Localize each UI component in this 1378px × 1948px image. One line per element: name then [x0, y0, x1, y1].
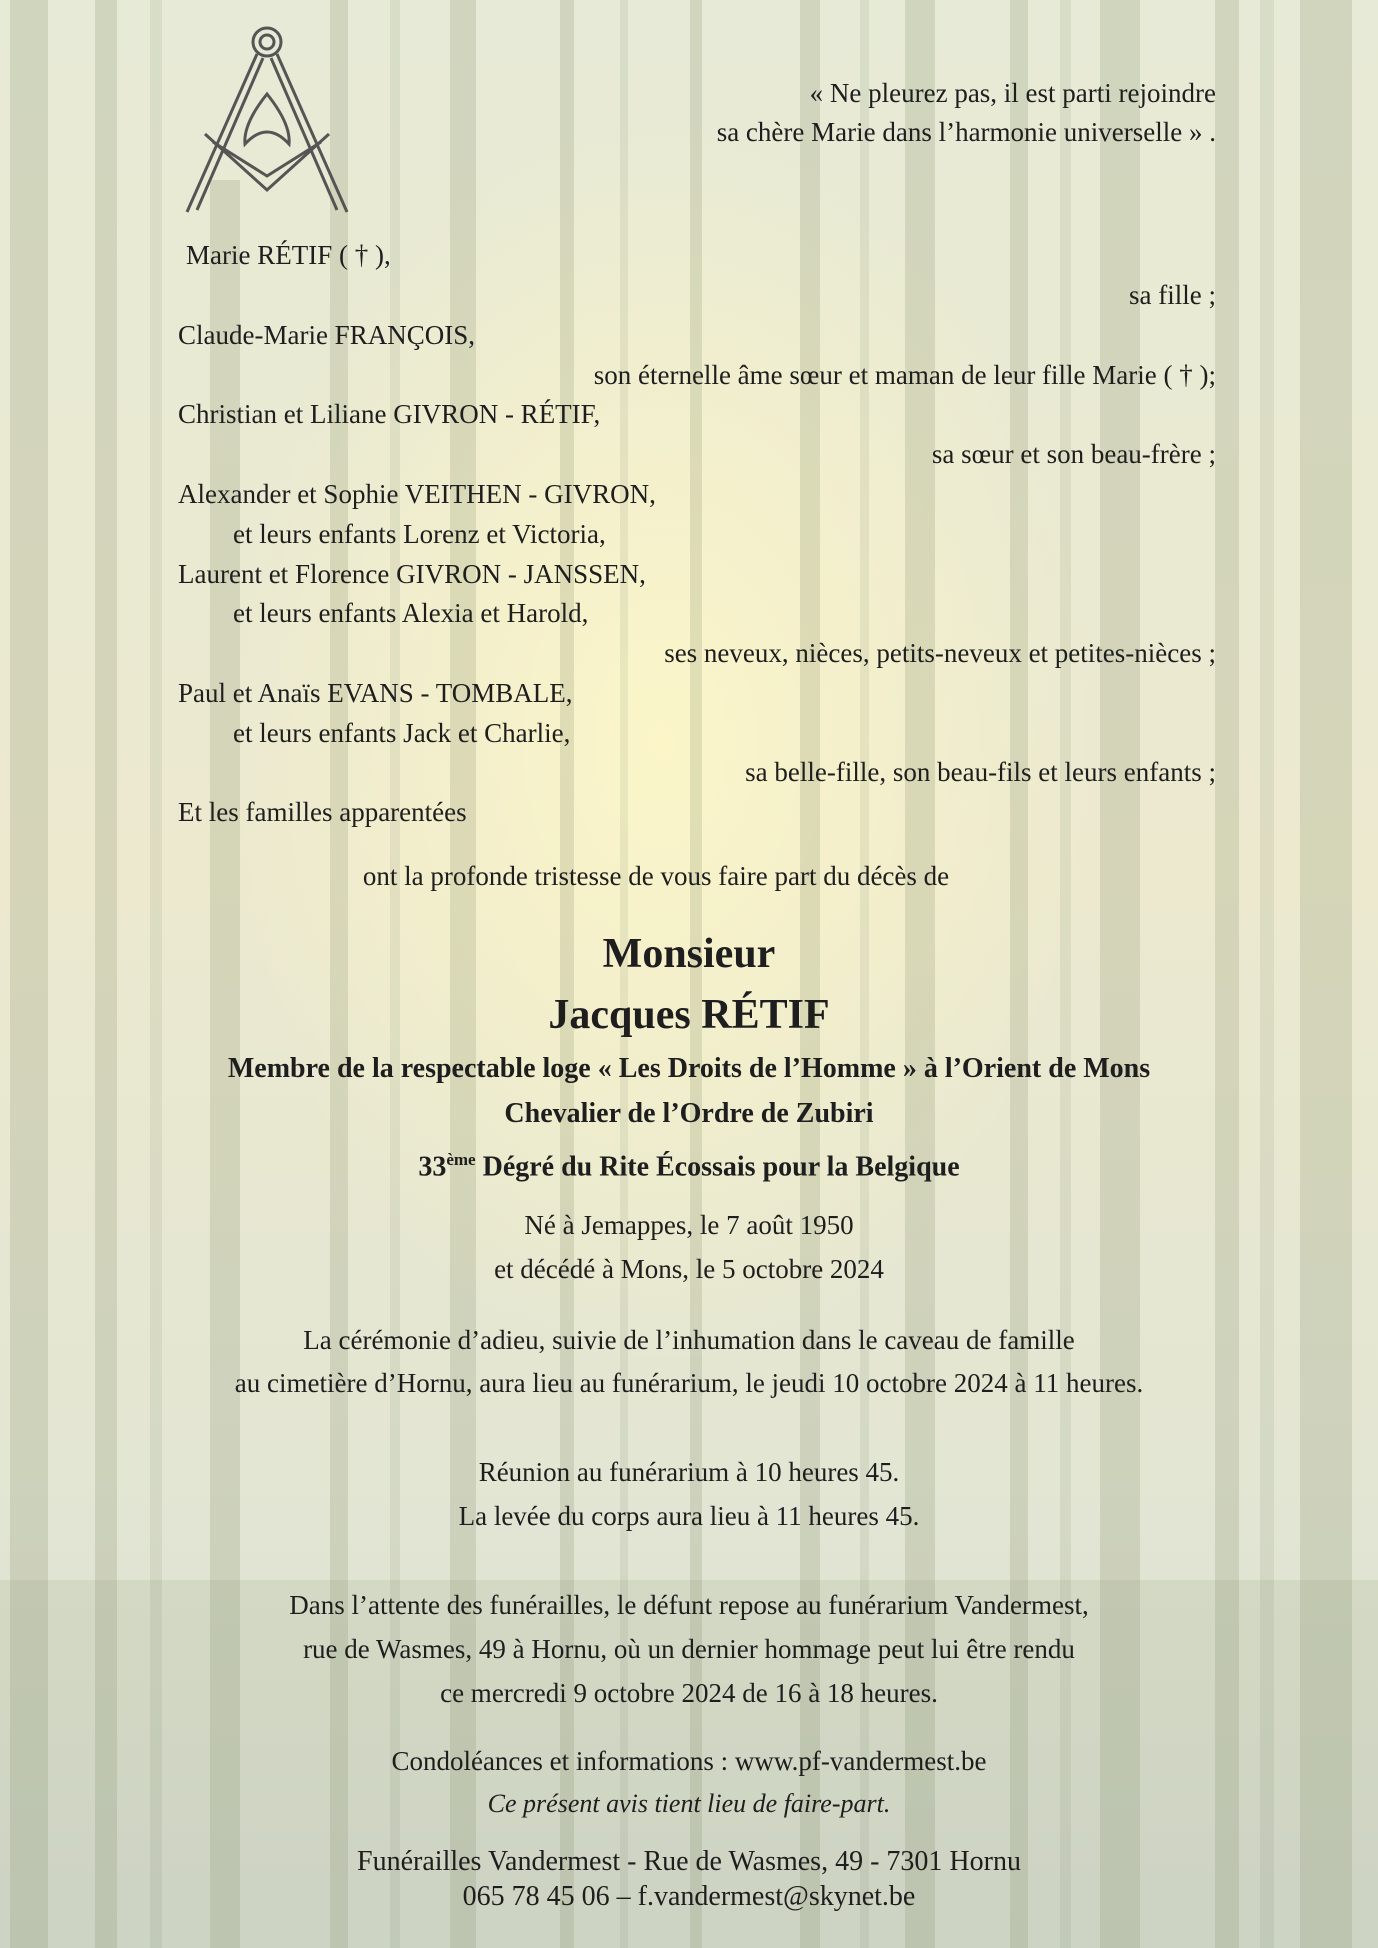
family-relation-5: ses neveux, nièces, petits-neveux et petites-nièces ; — [664, 638, 1216, 668]
visitation-line-1: Dans l’attente des funérailles, le défunt repose au funérarium Vandermest, — [289, 1590, 1089, 1620]
family-children-5: et leurs enfants Alexia et Harold, — [233, 598, 589, 628]
family-children-4: et leurs enfants Lorenz et Victoria, — [233, 519, 606, 549]
notice-line: Ce présent avis tient lieu de faire-part. — [487, 1789, 891, 1818]
ceremony-line-1: La cérémonie d’adieu, suivie de l’inhumation dans le caveau de famille — [303, 1325, 1075, 1355]
family-relation-2: son éternelle âme sœur et maman de leur fille Marie ( † ); — [593, 360, 1216, 390]
announcement: ont la profonde tristesse de vous faire part du décès de — [362, 861, 950, 891]
quote-line-2: sa chère Marie dans l’harmonie universelle » . — [716, 117, 1216, 147]
honor-degree — [0, 1143, 1378, 1184]
square-and-compass-icon — [183, 24, 351, 220]
family-children-6: et leurs enfants Jack et Charlie, — [233, 718, 571, 748]
family-relation-6: sa belle-fille, son beau-fils et leurs enfants ; — [745, 757, 1216, 787]
footer-address: Funérailles Vandermest - Rue de Wasmes, 49 - 7301 Hornu — [357, 1846, 1021, 1877]
born-line: Né à Jemappes, le 7 août 1950 — [524, 1210, 854, 1240]
family-name-6: Paul et Anaïs EVANS - TOMBALE, — [178, 678, 573, 708]
died-line: et décédé à Mons, le 5 octobre 2024 — [494, 1254, 884, 1284]
deceased-name: Jacques RÉTIF — [548, 992, 830, 1038]
meeting-line-1: Réunion au funérarium à 10 heures 45. — [478, 1457, 900, 1487]
deceased-title: Monsieur — [602, 931, 776, 977]
quote-line-1: « Ne pleurez pas, il est parti rejoindre — [809, 78, 1216, 108]
footer-contact: 065 78 45 06 – f.vandermest@skynet.be — [462, 1881, 916, 1912]
degree-text: Dégré du Rite Écossais pour la Belgique — [475, 1151, 960, 1183]
meeting-line-2: La levée du corps aura lieu à 11 heures 45. — [458, 1501, 920, 1531]
family-name-3: Christian et Liliane GIVRON - RÉTIF, — [178, 399, 601, 429]
degree-number: 33 — [418, 1151, 447, 1183]
ceremony-line-2: au cimetière d’Hornu, aura lieu au funérarium, le jeudi 10 octobre 2024 à 11 heures. — [234, 1368, 1144, 1398]
family-name-2: Claude-Marie FRANÇOIS, — [178, 320, 475, 350]
families-line: Et les familles apparentées — [178, 797, 467, 827]
family-name-1: Marie RÉTIF ( † ), — [186, 240, 391, 270]
honor-order: Chevalier de l’Ordre de Zubiri — [504, 1098, 874, 1129]
family-relation-3: sa sœur et son beau-frère ; — [931, 439, 1216, 469]
degree-superscript: ème — [446, 1150, 476, 1169]
family-name-4: Alexander et Sophie VEITHEN - GIVRON, — [178, 479, 656, 509]
family-name-5: Laurent et Florence GIVRON - JANSSEN, — [178, 559, 646, 589]
visitation-line-3: ce mercredi 9 octobre 2024 de 16 à 18 heures. — [440, 1678, 938, 1708]
honor-lodge: Membre de la respectable loge « Les Droits de l’Homme » à l’Orient de Mons — [227, 1053, 1151, 1084]
condolences-line: Condoléances et informations : www.pf-vandermest.be — [391, 1746, 987, 1776]
family-relation-1: sa fille ; — [1129, 280, 1216, 310]
visitation-line-2: rue de Wasmes, 49 à Hornu, où un dernier hommage peut lui être rendu — [303, 1634, 1075, 1664]
